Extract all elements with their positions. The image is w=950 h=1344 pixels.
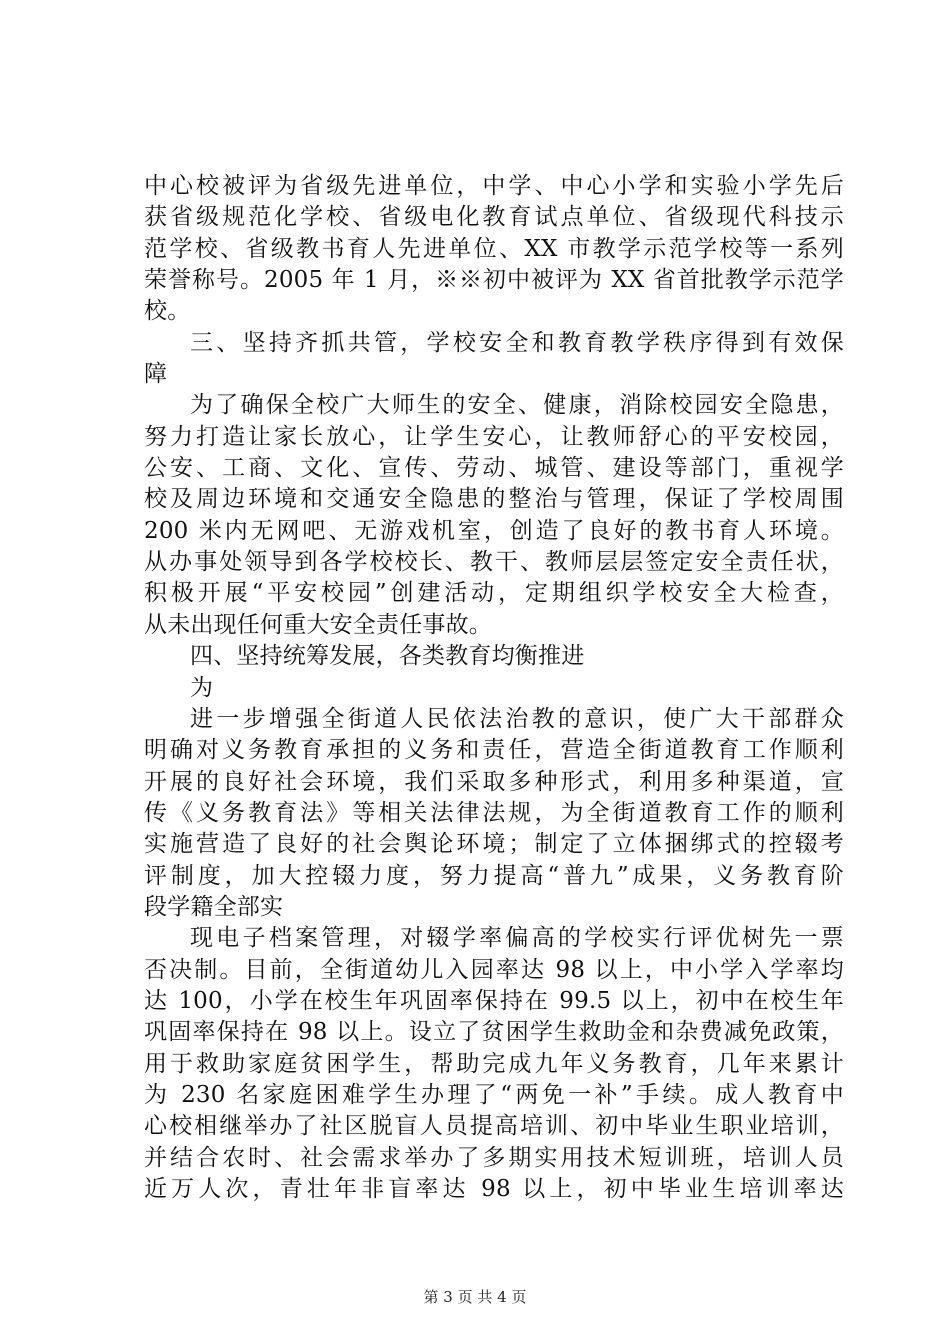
text-line: 范学校、省级教书育人先进单位、XX 市教学示范学校等一系列: [144, 235, 844, 262]
text-line: 评制度，加大控辍力度，努力提高“普九”成果，义务教育阶: [144, 862, 844, 889]
text-line: 四、坚持统筹发展，各类教育均衡推进: [190, 643, 585, 670]
text-line: 心校相继举办了社区脱盲人员提高培训、初中毕业生职业培训，: [144, 1113, 844, 1140]
text-line: 现电子档案管理，对辍学率偏高的学校实行评优树先一票: [190, 925, 844, 952]
text-line: 为 230 名家庭困难学生办理了“两免一补”手续。成人教育中: [144, 1081, 844, 1108]
text-line: 为: [190, 674, 214, 701]
text-line: 校及周边环境和交通安全隐患的整治与管理，保证了学校周围: [144, 486, 844, 513]
text-line: 近万人次，青壮年非盲率达 98 以上，初中毕业生培训率达: [144, 1176, 844, 1202]
text-line: 为了确保全校广大师生的安全、健康，消除校园安全隐患，: [190, 392, 844, 419]
text-line: 障: [144, 361, 168, 388]
text-line: 公安、工商、文化、宣传、劳动、城管、建设等部门，重视学: [144, 455, 844, 482]
text-line: 积极开展“平安校园”创建活动，定期组织学校安全大检查，: [144, 580, 844, 607]
text-line: 传《义务教育法》等相关法律法规，为全街道教育工作的顺利: [144, 799, 844, 826]
text-line: 中心校被评为省级先进单位，中学、中心小学和实验小学先后: [144, 173, 844, 199]
text-line: 从办事处领导到各学校校长、教干、教师层层签定安全责任状，: [144, 549, 844, 576]
text-line: 进一步增强全街道人民依法治教的意识，使广大干部群众: [190, 705, 844, 732]
text-line: 三、坚持齐抓共管，学校安全和教育教学秩序得到有效保: [190, 329, 844, 356]
text-line: 用于救助家庭贫困学生，帮助完成九年义务教育，几年来累计: [144, 1050, 844, 1077]
text-line: 努力打造让家长放心，让学生安心，让教师舒心的平安校园，: [144, 423, 844, 450]
text-line: 开展的良好社会环境，我们采取多种形式，利用多种渠道，宣: [144, 768, 844, 795]
text-line: 获省级规范化学校、省级电化教育试点单位、省级现代科技示: [144, 204, 844, 231]
text-line: 校。: [144, 298, 191, 325]
text-line: 否决制。目前，全街道幼儿入园率达 98 以上，中小学入学率均: [144, 956, 844, 983]
text-line: 巩固率保持在 98 以上。设立了贫困学生救助金和杂费减免政策，: [144, 1019, 844, 1046]
text-line: 从未出现任何重大安全责任事故。: [144, 611, 492, 638]
text-line: 达 100，小学在校生年巩固率保持在 99.5 以上，初中在校生年: [144, 987, 844, 1014]
text-line: 荣誉称号。2005 年 1 月，※※初中被评为 XX 省首批教学示范学: [144, 267, 844, 294]
text-line: 段学籍全部实: [144, 893, 284, 920]
text-line: 200 米内无网吧、无游戏机室，创造了良好的教书育人环境。: [144, 517, 844, 544]
text-line: 实施营造了良好的社会舆论环境；制定了立体捆绑式的控辍考: [144, 831, 844, 858]
text-line: 并结合农时、社会需求举办了多期实用技术短训班，培训人员: [144, 1144, 844, 1171]
text-line: 明确对义务教育承担的义务和责任，营造全街道教育工作顺利: [144, 737, 844, 764]
document-body: [144, 171, 844, 1205]
page-footer: 第 3 页 共 4 页: [423, 1288, 527, 1306]
